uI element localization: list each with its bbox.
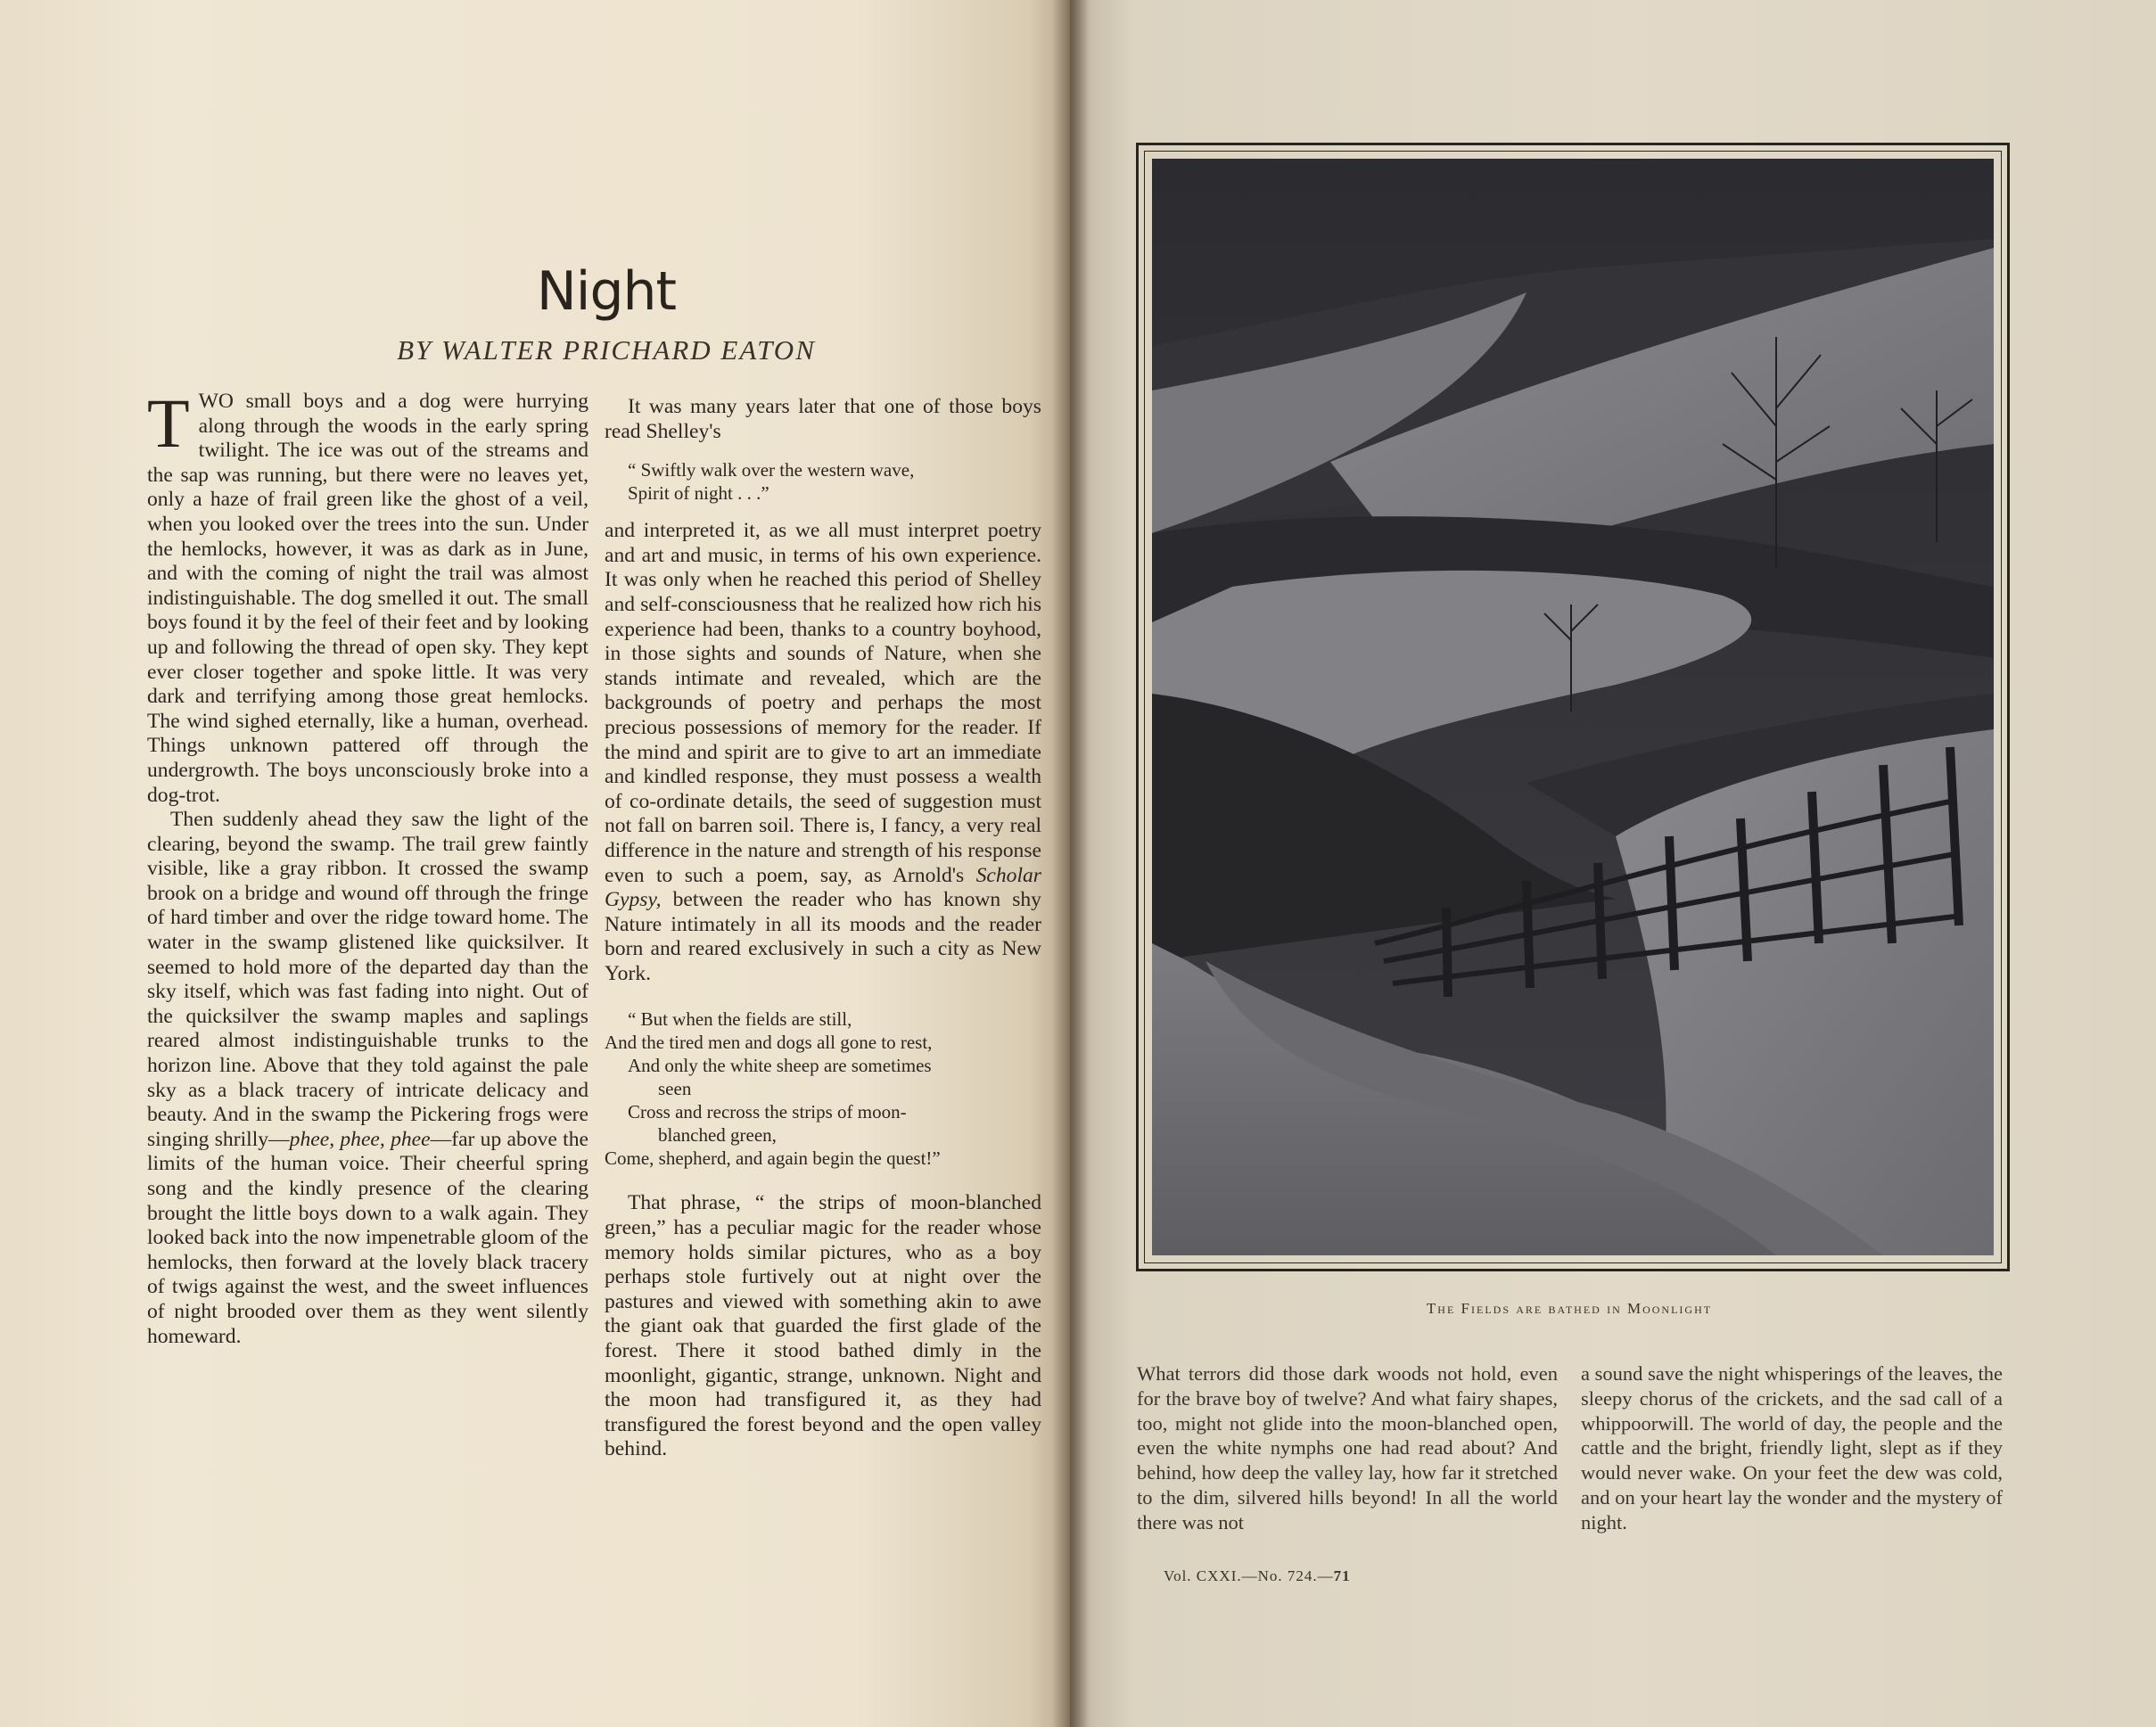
paragraph [605, 519, 1041, 986]
spacer [605, 505, 1041, 519]
book-gutter [1052, 0, 1088, 1727]
paragraph-text: WO small boys and a dog were hurrying along through the woods in the early spring twilight. The ice was out of the streams and the sap was running, but there were no leaves yet, only a haze of frail green like the ghost of a veil, when you looked over the trees into the sun. Under the hemlocks, however, it was as dark as in June, and with the coming of night the trail was almost indistinguishable. The dog smelled it out. The small boys found it by the feel of their feet and by looking up and following the thread of open sky. They kept ever closer together and spoke little. It was very dark and terrifying among those great hemlocks. The wind sighed eternally, like a human, overhead. Things unknown pattered off through the undergrowth. The boys unconsciously broke into a dog-trot. [147, 390, 588, 807]
drop-cap: T [147, 384, 190, 462]
article-title: Night [536, 260, 677, 323]
moonlit-fields-illustration [1152, 159, 1994, 1255]
paragraph: That phrase, “ the strips of moon-blanched green,” has a peculiar magic for the reader whose memory holds similar pictures, who as a boy perhaps stole furtively out at night over the pastures and viewed with something akin to awe the giant oak that guarded the first glade of the forest. There it stood bathed dimly in the moonlight, gigantic, strange, unknown. Night and the moon had transfigured it, as they had transfigured the forest beyond and the open valley behind. [605, 1191, 1041, 1461]
quote-line: And the tired men and dogs all gone to rest, [605, 1032, 933, 1054]
arnold-quote [605, 1007, 1041, 1170]
left-column-1 [147, 384, 588, 1349]
quote-line: “ But when the fields are still, [628, 1008, 852, 1031]
quote-line: Cross and recross the strips of moon- [628, 1101, 907, 1123]
paragraph-text: —far up above the limits of the human voice. Their cheerful spring song and the kindly presence of the clearing brought the little boys down to a walk again. They looked back into the now impenetrable gloom of the hemlocks, then forward at the lovely black tracery of twigs against the west, and the sweet influences of night brooded over them as they went silently homeward. [147, 1127, 588, 1348]
spacer [605, 986, 1041, 1007]
volume-number: Vol. CXXI.—No. 724.— [1164, 1567, 1334, 1584]
paragraph [147, 384, 588, 808]
left-column-2 [605, 395, 1041, 1462]
article-byline: BY WALTER PRICHARD EATON [397, 334, 816, 366]
paragraph: It was many years later that one of those boys read Shelley's [605, 395, 1041, 443]
page-folio [1164, 1567, 1351, 1585]
shelley-quote [605, 458, 1041, 505]
illustration-caption: The Fields are bathed in Moonlight [1426, 1300, 1713, 1317]
quote-line: And only the white sheep are sometimes [628, 1055, 932, 1077]
page-number: 71 [1333, 1567, 1351, 1584]
paragraph-text: and interpreted it, as we all must interpret poetry and art and music, in terms of his own experience. It was only when he reached this period of Shelley and self-consciousness that he realized how rich his experience had been, thanks to a country boyhood, in those sights and sounds of Nature, when she stands intimate and revealed, which are the backgrounds of poetry and perhaps the most precious possessions of memory for the reader. If the mind and spirit are to give to art an immediate and kindled response, they must possess a wealth of co-ordinate details, the seed of suggestion must not fall on barren soil. There is, I fancy, a very real difference in the nature and strength of his response even to such a poem, say, as Arnold's [605, 519, 1041, 887]
landscape-drawing [1152, 159, 1994, 1255]
frog-call-italic: phee, phee, phee [289, 1127, 431, 1151]
spacer [605, 1170, 1041, 1191]
right-column-1: What terrors did those dark woods not hold, even for the brave boy of twelve? And what fairy shapes, too, might not glide into the moon-blanched open, even the white nymphs one had read about? And behind, how deep the valley lay, how far it stretched to the dim, silvered hills beyond! In all the world there was not [1137, 1362, 1558, 1534]
paragraph-text: between the reader who has known shy Nature intimately in all its moods and the reader born and reared exclusively in such a city as New York. [605, 888, 1041, 985]
quote-line: blanched green, [658, 1124, 777, 1147]
right-column-2: a sound save the night whisperings of the leaves, the sleepy chorus of the crickets, and the sad call of a whippoorwill. The world of day, the people and the cattle and the bright, friendly light, slept as if they would never wake. On your feet the dew was cold, and on your heart lay the wonder and the mystery of night. [1581, 1362, 2003, 1534]
paragraph [147, 808, 588, 1349]
paragraph-text: Then suddenly ahead they saw the light of the clearing, beyond the swamp. The trail grew faintly visible, like a gray ribbon. It crossed the swamp brook on a bridge and wound off through the fringe of hard timber and over the ridge toward home. The water in the swamp glistened like quicksilver. It seemed to hold more of the departed day than the sky itself, which was fast fading into night. Out of the quicksilver the swamp maples and saplings reared almost indistinguishable trunks to the horizon line. Above that they told against the pale sky as a black tracery of intricate delicacy and beauty. And in the swamp the Pickering frogs were singing shrilly— [147, 808, 588, 1151]
scholar-gypsy-italic: Scholar Gypsy, [605, 863, 1041, 912]
quote-line: Spirit of night . . .” [628, 482, 769, 505]
quote-line: “ Swiftly walk over the western wave, [628, 459, 915, 481]
quote-line: seen [658, 1078, 692, 1100]
quote-line: Come, shepherd, and again begin the quest!” [605, 1147, 941, 1170]
spacer [605, 444, 1041, 458]
